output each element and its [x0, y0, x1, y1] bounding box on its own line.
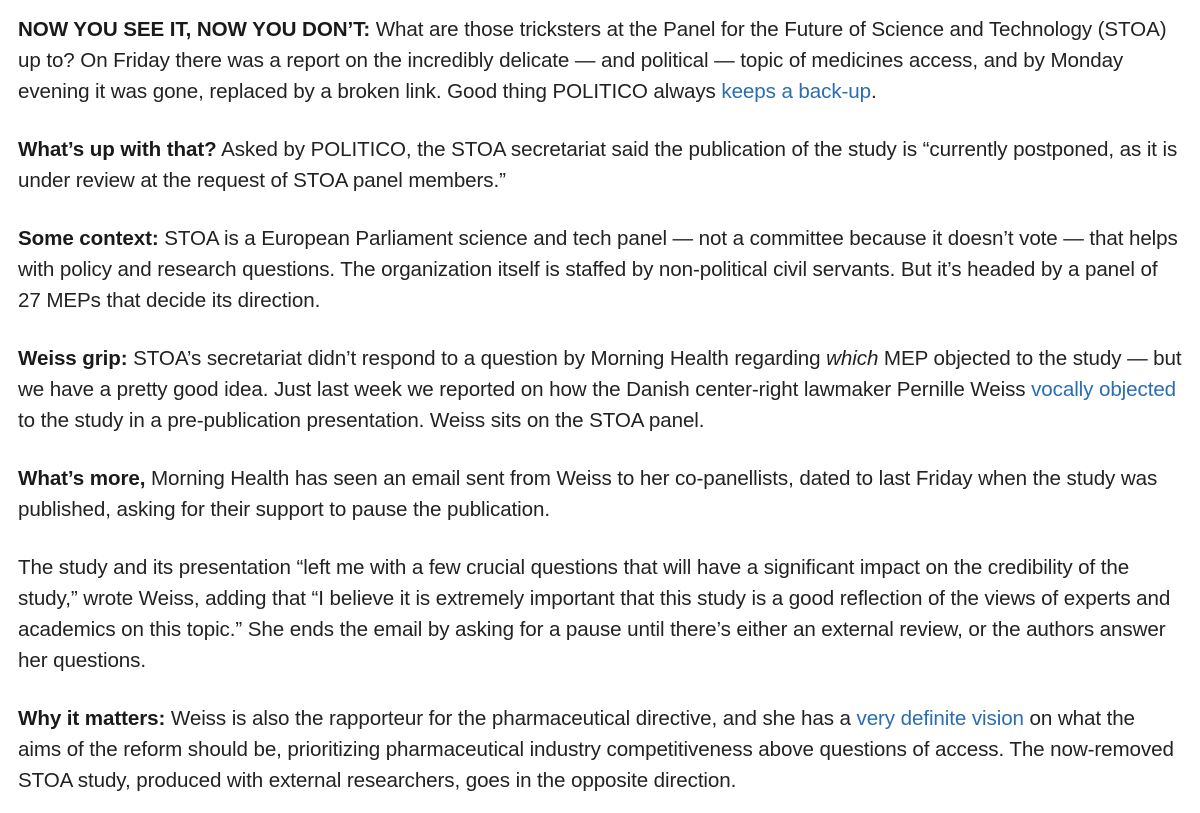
paragraph-text: STOA is a European Parliament science and tech panel — not a committee because it doesn’t vote — that helps with policy and research questions. The organization itself is staffed by non-political civil servants. But it’s headed by a panel of 27 MEPs that decide its direction. — [18, 227, 1178, 312]
paragraph-text: MEP objected to the study — but we have a pretty good idea. Just last week we reported on how the Danish center-right lawmaker Pernille Weiss — [18, 347, 1182, 401]
lead-in-why-it-matters: Why it matters: — [18, 707, 166, 730]
lead-in-whats-up: What’s up with that? — [18, 138, 217, 161]
paragraph-text: The study and its presentation “left me with a few crucial questions that will have a significant impact on the credibility of the study,” wrote Weiss, adding that “I believe it is extremely important that this study is a good reflection of the views of experts and academics on this topic.” She ends the email by asking for a pause until there’s either an external review, or the authors answer her questions. — [18, 556, 1171, 672]
paragraph-text: What are those tricksters at the Panel for the Future of Science and Technology (STOA) up to? On Friday there was a report on the incredibly delicate — and political — topic of medicines access, and by Monday evening it was gone, replaced by a broken link. Good thing POLITICO always — [18, 18, 1167, 103]
lead-in-some-context: Some context: — [18, 227, 159, 250]
paragraph-now-you-see-it — [18, 14, 1182, 107]
emphasis-which: which — [826, 347, 879, 370]
paragraph-whats-up — [18, 134, 1182, 196]
keeps-a-back-up-link[interactable]: keeps a back-up — [721, 80, 871, 103]
lead-in-now-you-see-it: NOW YOU SEE IT, NOW YOU DON’T: — [18, 18, 371, 41]
lead-in-weiss-grip: Weiss grip: — [18, 347, 128, 370]
lead-in-whats-more: What’s more, — [18, 467, 146, 490]
paragraph-text: on what the aims of the reform should be, prioritizing pharmaceutical industry competitiveness above questions of access. The now-removed STOA study, produced with external researchers, goes in the opposite direction. — [18, 707, 1174, 792]
paragraph-text: Morning Health has seen an email sent from Weiss to her co-panellists, dated to last Friday when the study was published, asking for their support to pause the publication. — [18, 467, 1158, 521]
paragraph-whats-more — [18, 463, 1182, 525]
paragraph-text: Weiss is also the rapporteur for the pharmaceutical directive, and she has a — [165, 707, 857, 730]
paragraph-weiss-grip — [18, 343, 1182, 436]
paragraph-why-it-matters — [18, 703, 1182, 796]
paragraph-text: to the study in a pre-publication presentation. Weiss sits on the STOA panel. — [18, 409, 705, 432]
paragraph-text: STOA’s secretariat didn’t respond to a question by Morning Health regarding — [127, 347, 827, 370]
paragraph-some-context — [18, 223, 1182, 316]
paragraph-email-quote — [18, 552, 1182, 676]
paragraph-text: . — [871, 80, 877, 103]
paragraph-text: Asked by POLITICO, the STOA secretariat said the publication of the study is “currently postponed, as it is under review at the request of STOA panel members.” — [18, 138, 1178, 192]
vocally-objected-link[interactable]: vocally objected — [1031, 378, 1177, 401]
very-definite-vision-link[interactable]: very definite vision — [856, 707, 1024, 730]
